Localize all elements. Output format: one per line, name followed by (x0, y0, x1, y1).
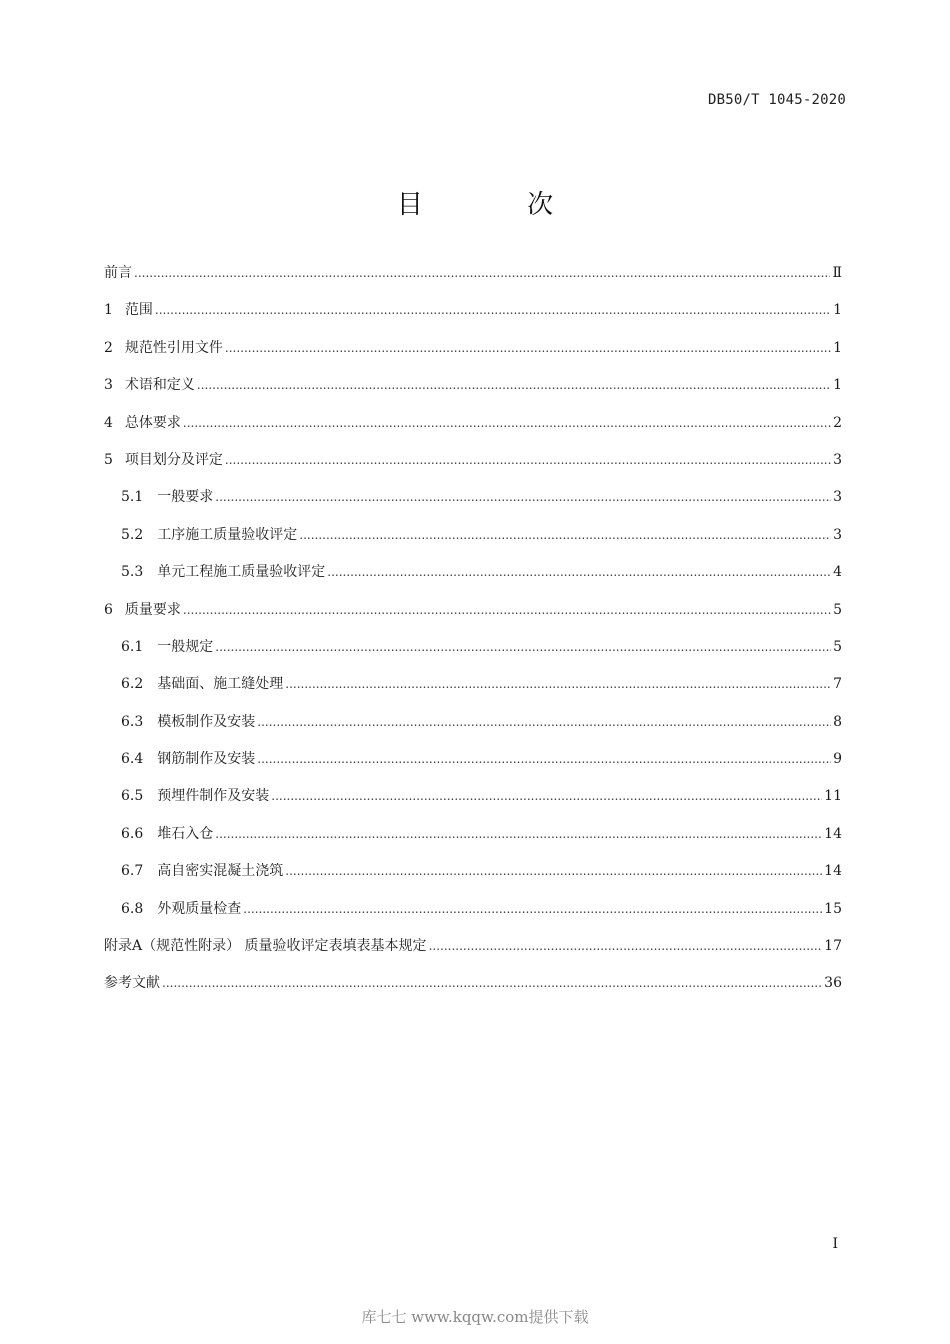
toc-leader-dots (183, 600, 831, 620)
toc-entry[interactable] (104, 375, 842, 412)
toc-entry-number: 5.3 (121, 564, 144, 581)
toc-entry-label: 一般要求 (157, 489, 214, 506)
toc-entry-label: 钢筋制作及安装 (157, 751, 256, 768)
toc-entry-label: 总体要求 (124, 414, 181, 431)
toc-entry-label: 附录A（规范性附录） 质量验收评定表填表基本规定 (104, 938, 427, 955)
toc-entry[interactable] (104, 525, 842, 562)
toc-entry-page: 2 (833, 414, 842, 431)
toc-entry-number: 6.7 (121, 863, 144, 880)
page-title: 目 次 (396, 190, 602, 220)
toc-entry-page: 3 (833, 451, 842, 468)
toc-entry-label: 一般规定 (157, 638, 214, 655)
toc-leader-dots (429, 936, 823, 956)
toc-entry-number: 6.2 (121, 676, 144, 693)
toc-entry[interactable] (104, 824, 842, 861)
toc-entry[interactable] (104, 300, 842, 337)
toc-entry[interactable] (104, 637, 842, 674)
toc-leader-dots (162, 973, 822, 993)
toc-entry[interactable] (104, 338, 842, 375)
toc-leader-dots (197, 375, 831, 395)
toc-entry-page: 4 (833, 564, 842, 581)
toc-entry-label: 基础面、施工缝处理 (157, 676, 284, 693)
toc-entry-page: 1 (833, 302, 842, 319)
toc-entry-page: Ⅱ (832, 265, 842, 281)
toc-leader-dots (183, 413, 831, 433)
toc-entry[interactable] (104, 487, 842, 524)
toc-entry-page: 15 (824, 900, 842, 917)
toc-entry-number: 5.1 (121, 489, 144, 506)
toc-leader-dots (155, 300, 831, 320)
toc-entry-number: 6.8 (121, 900, 144, 917)
toc-leader-dots (285, 674, 831, 694)
toc-entry[interactable] (104, 712, 842, 749)
toc-entry-number: 6.6 (121, 825, 144, 842)
toc-entry-page: 14 (824, 863, 842, 880)
toc-entry-page: 3 (833, 526, 842, 543)
toc-entry-page: 7 (833, 676, 842, 693)
toc-entry-page: 17 (824, 938, 842, 955)
toc-leader-dots (257, 712, 831, 732)
toc-leader-dots (215, 487, 831, 507)
toc-entry-page: 5 (833, 601, 842, 618)
toc-entry-label: 规范性引用文件 (124, 339, 223, 356)
toc-leader-dots (271, 786, 822, 806)
toc-entry[interactable] (104, 899, 842, 936)
toc-entry[interactable] (104, 674, 842, 711)
toc-entry-number: 6 (104, 601, 113, 618)
toc-leader-dots (215, 824, 822, 844)
toc-entry-number: 6.1 (121, 638, 144, 655)
toc-entry-label: 工序施工质量验收评定 (157, 526, 298, 543)
footer-watermark: 库七七 www.kqqw.com提供下载 (361, 1308, 589, 1326)
toc-entry-page: 8 (833, 713, 842, 730)
toc-entry-page: 1 (833, 339, 842, 356)
toc-entry[interactable] (104, 973, 842, 1010)
toc-entry-number: 6.4 (121, 751, 144, 768)
toc-entry[interactable] (104, 450, 842, 487)
toc-entry[interactable] (104, 861, 842, 898)
toc-leader-dots (243, 899, 822, 919)
table-of-contents (104, 263, 842, 1011)
toc-leader-dots (225, 450, 831, 470)
toc-entry-number: 3 (104, 377, 113, 394)
toc-entry-label: 模板制作及安装 (157, 713, 256, 730)
toc-entry-label: 高自密实混凝土浇筑 (157, 863, 284, 880)
toc-entry-label: 质量要求 (124, 601, 181, 618)
toc-leader-dots (285, 861, 822, 881)
toc-entry-label: 预埋件制作及安装 (157, 788, 270, 805)
toc-entry-number: 1 (104, 302, 113, 319)
toc-leader-dots (327, 562, 831, 582)
toc-leader-dots (257, 749, 831, 769)
toc-entry-page: 1 (833, 377, 842, 394)
toc-entry-page: 11 (824, 788, 842, 805)
toc-entry-page: 3 (833, 489, 842, 506)
toc-entry[interactable] (104, 600, 842, 637)
toc-entry-number: 5 (104, 451, 113, 468)
toc-entry-label: 范围 (124, 302, 153, 319)
toc-entry-label: 参考文献 (104, 975, 160, 992)
toc-entry-number: 4 (104, 414, 113, 431)
toc-entry-number: 2 (104, 339, 113, 356)
toc-entry-page: 9 (833, 751, 842, 768)
toc-leader-dots (215, 637, 831, 657)
toc-leader-dots (134, 263, 830, 283)
toc-entry-number: 5.2 (121, 526, 144, 543)
toc-leader-dots (225, 338, 831, 358)
page-number: I (832, 1236, 838, 1252)
toc-entry-label: 项目划分及评定 (124, 451, 223, 468)
toc-entry-page: 14 (824, 825, 842, 842)
toc-entry-page: 36 (824, 975, 842, 992)
toc-entry[interactable] (104, 263, 842, 300)
toc-entry-number: 6.3 (121, 713, 144, 730)
toc-entry[interactable] (104, 936, 842, 973)
toc-entry-label: 前言 (104, 265, 132, 281)
toc-entry[interactable] (104, 749, 842, 786)
toc-entry[interactable] (104, 562, 842, 599)
document-code: DB50/T 1045-2020 (707, 92, 846, 108)
toc-entry-label: 术语和定义 (124, 377, 195, 394)
toc-leader-dots (299, 525, 831, 545)
toc-entry-label: 单元工程施工质量验收评定 (157, 564, 326, 581)
toc-entry-label: 外观质量检查 (157, 900, 242, 917)
toc-entry-page: 5 (833, 638, 842, 655)
toc-entry[interactable] (104, 413, 842, 450)
toc-entry-label: 堆石入仓 (157, 825, 214, 842)
toc-entry[interactable] (104, 786, 842, 823)
toc-entry-number: 6.5 (121, 788, 144, 805)
